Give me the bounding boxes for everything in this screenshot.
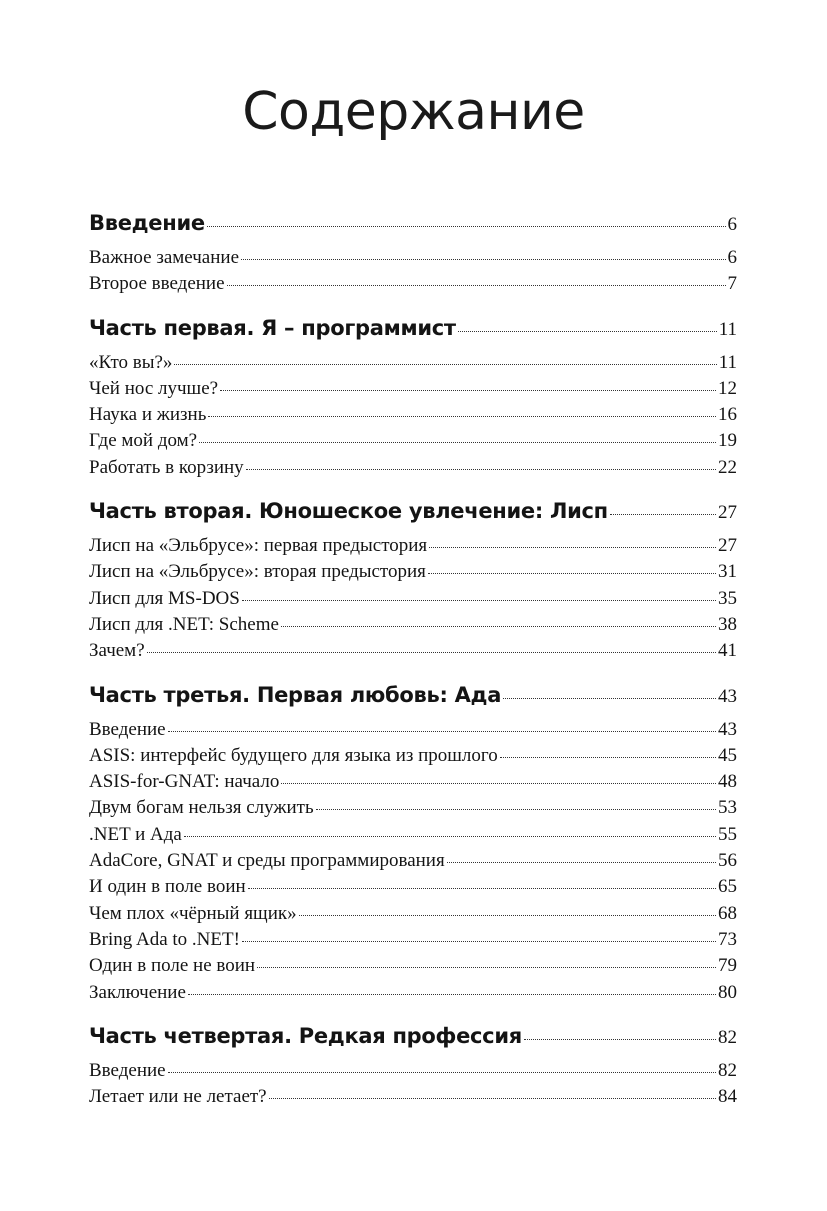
toc-entry-label: .NET и Ада: [89, 823, 182, 845]
toc-entry-page-number: 19: [718, 430, 737, 452]
toc-entry-page-number: 55: [718, 823, 737, 845]
toc-entry-page-number: 84: [718, 1086, 737, 1108]
toc-entry-page-number: 68: [718, 902, 737, 924]
toc-section: [89, 499, 737, 666]
toc-entry-page-number: 82: [718, 1059, 737, 1081]
toc-entry: [89, 430, 737, 456]
toc-section-heading-label: Часть вторая. Юношеское увлечение: Лисп: [89, 499, 608, 524]
toc-entry-label: Заключение: [89, 981, 186, 1003]
toc-entry-label: Где мой дом?: [89, 430, 198, 452]
toc-entry: [89, 1060, 737, 1086]
dot-leader: [241, 259, 726, 260]
toc-section-heading-page-number: 6: [727, 214, 737, 235]
toc-entry: [89, 824, 737, 850]
toc-entry-label: Двум богам нельзя служить: [89, 797, 314, 819]
toc-entry-label: Введение: [89, 718, 166, 740]
dot-leader: [447, 862, 716, 863]
dot-leader: [147, 652, 716, 653]
toc-entry: [89, 929, 737, 955]
toc-entry-label: ASIS-for-GNAT: начало: [89, 771, 280, 793]
toc-entry-label: Один в поле не воин: [89, 955, 256, 977]
toc-entry: [89, 614, 737, 640]
toc-entry: [89, 1086, 737, 1112]
toc-section: [89, 683, 737, 1008]
toc-entry: [89, 588, 737, 614]
toc-entry: [89, 640, 737, 666]
toc-entry-label: Чем плох «чёрный ящик»: [89, 902, 297, 924]
toc-entry: [89, 850, 737, 876]
dot-leader: [188, 994, 716, 995]
toc-entry: [89, 719, 737, 745]
page-title: Содержание: [242, 82, 585, 142]
dot-leader: [428, 573, 716, 574]
toc-entry: [89, 982, 737, 1008]
toc-entry-page-number: 35: [718, 587, 737, 609]
toc-entry-label: Второе введение: [89, 273, 225, 295]
toc-section-heading-page-number: 43: [718, 685, 737, 707]
toc-section-heading-page-number: 11: [718, 318, 737, 340]
toc-entry-page-number: 56: [718, 850, 737, 872]
toc-entry: [89, 561, 737, 587]
toc-entry-label: Наука и жизнь: [89, 404, 207, 426]
toc-entry-page-number: 6: [727, 247, 737, 268]
toc-entry-label: Важное замечание: [89, 247, 239, 268]
toc-entry: [89, 457, 737, 483]
toc-entry-label: Зачем?: [89, 640, 145, 662]
dot-leader: [281, 626, 716, 627]
dot-leader: [248, 888, 716, 889]
toc-entry-page-number: 45: [718, 744, 737, 766]
dot-leader: [316, 809, 716, 810]
toc-section-heading: [89, 211, 737, 245]
toc-entry-label: «Кто вы?»: [89, 351, 173, 373]
dot-leader: [227, 285, 726, 286]
toc-entry: [89, 797, 737, 823]
toc-section-heading: [89, 499, 737, 533]
dot-leader: [168, 1072, 716, 1073]
dot-leader: [257, 967, 716, 968]
dot-leader: [242, 600, 716, 601]
toc-entry-page-number: 41: [718, 640, 737, 662]
toc-section-heading-label: Часть третья. Первая любовь: Ада: [89, 682, 502, 707]
toc-section: [89, 211, 737, 300]
dot-leader: [208, 416, 716, 417]
toc-entry-label: Лисп на «Эльбрусе»: первая предыстория: [89, 535, 428, 557]
toc-entry-page-number: 48: [718, 771, 737, 793]
toc-entry-label: Чей нос лучше?: [89, 377, 219, 399]
toc-entry: [89, 876, 737, 902]
toc-section: [89, 1024, 737, 1113]
toc-entry: [89, 378, 737, 404]
dot-leader: [220, 390, 716, 391]
toc-section-heading-label: Часть первая. Я – программист: [89, 315, 456, 340]
toc-entry-page-number: 73: [718, 928, 737, 950]
toc-entry-label: ASIS: интерфейс будущего для языка из прошлого: [89, 744, 498, 766]
toc-entry-page-number: 53: [718, 797, 737, 819]
dot-leader: [299, 915, 716, 916]
toc-entry-label: Bring Ada to .NET!: [89, 928, 240, 950]
toc-entry-page-number: 12: [718, 377, 737, 399]
toc-entry-page-number: 22: [718, 456, 737, 478]
toc-entry: [89, 745, 737, 771]
toc-entry-label: Работать в корзину: [89, 456, 244, 478]
dot-leader: [199, 442, 716, 443]
dot-leader: [207, 226, 726, 227]
toc-entry: [89, 273, 737, 299]
table-of-contents: [89, 211, 737, 1128]
toc-entry-page-number: 11: [718, 351, 737, 373]
toc-entry: [89, 352, 737, 378]
toc-entry-page-number: 79: [718, 955, 737, 977]
toc-entry-page-number: 38: [718, 613, 737, 635]
toc-entry: [89, 535, 737, 561]
toc-entry-page-number: 27: [718, 535, 737, 557]
toc-section-heading-page-number: 27: [718, 502, 737, 524]
dot-leader: [458, 331, 717, 332]
dot-leader: [269, 1098, 716, 1099]
toc-section-heading: [89, 1024, 737, 1058]
toc-section-heading: [89, 316, 737, 350]
dot-leader: [174, 364, 716, 365]
toc-entry-label: Летает или не летает?: [89, 1086, 267, 1108]
dot-leader: [500, 757, 716, 758]
dot-leader: [429, 547, 716, 548]
dot-leader: [168, 731, 716, 732]
toc-entry: [89, 903, 737, 929]
toc-entry-page-number: 80: [718, 981, 737, 1003]
toc-entry-page-number: 43: [718, 718, 737, 740]
toc-entry: [89, 247, 737, 273]
toc-entry-label: Лисп на «Эльбрусе»: вторая предыстория: [89, 561, 426, 583]
toc-section-heading: [89, 683, 737, 717]
dot-leader: [281, 783, 716, 784]
toc-entry: [89, 771, 737, 797]
toc-entry-label: Введение: [89, 1059, 166, 1081]
toc-entry-label: И один в поле воин: [89, 876, 246, 898]
toc-entry-page-number: 16: [718, 404, 737, 426]
dot-leader: [184, 836, 716, 837]
toc-entry: [89, 955, 737, 981]
dot-leader: [524, 1039, 716, 1040]
dot-leader: [503, 698, 716, 699]
toc-entry-page-number: 31: [718, 561, 737, 583]
toc-entry-page-number: 7: [727, 273, 737, 295]
toc-entry-label: Лисп для .NET: Scheme: [89, 613, 279, 635]
toc-section: [89, 316, 737, 483]
dot-leader: [242, 941, 716, 942]
toc-entry-label: Лисп для MS-DOS: [89, 587, 240, 609]
dot-leader: [610, 514, 716, 515]
toc-entry-label: AdaCore, GNAT и среды программирования: [89, 850, 445, 872]
dot-leader: [246, 469, 716, 470]
toc-entry-page-number: 65: [718, 876, 737, 898]
toc-section-heading-page-number: 82: [718, 1026, 737, 1048]
toc-section-heading-label: Часть четвертая. Редкая профессия: [89, 1023, 522, 1048]
toc-entry: [89, 404, 737, 430]
toc-section-heading-label: Введение: [89, 211, 205, 235]
